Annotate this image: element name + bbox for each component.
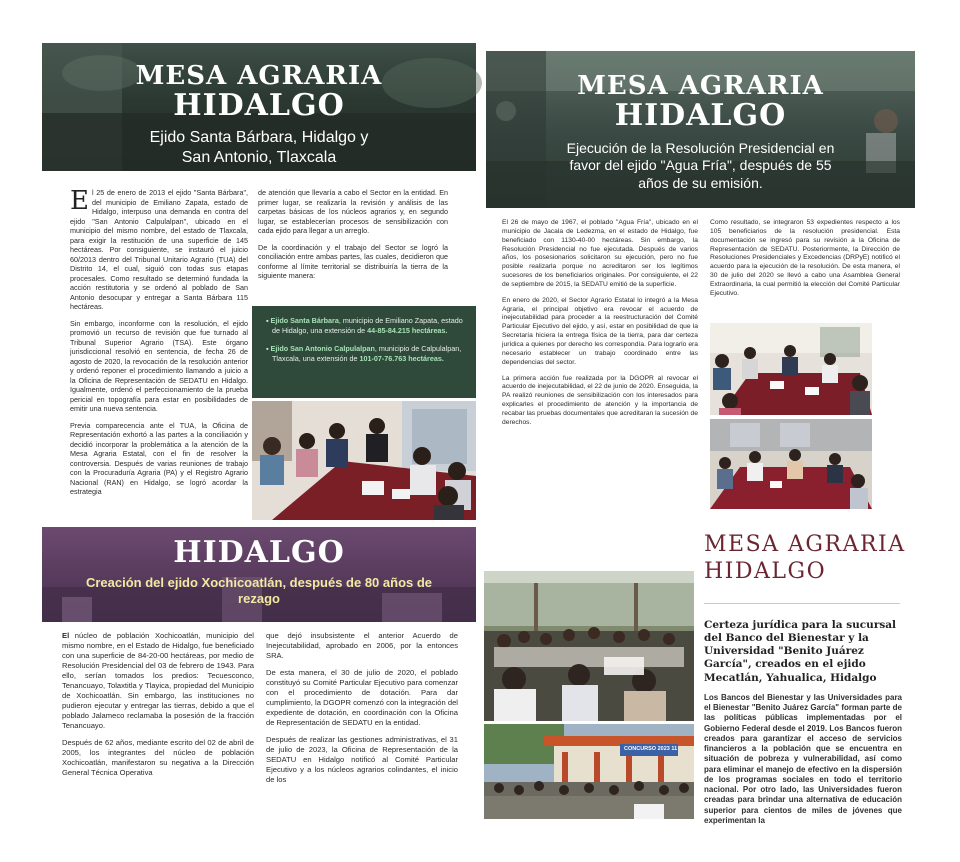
paragraph: El núcleo de población Xochicoatlán, municipio del mismo nombre, en el Estado de Hidalgo, fue beneficiado con una superficie de 84-20-00 hectáreas, por medio de Resolución Presidencial del 03 de febrero de 1943. Para ello, serían tomados los predios: Tecuesconco, Tenancuayo, Tolaxtitla y Tlayica, propiedad del Municipio de Xochicoatlán. Sin embargo, las instituciones no pudieron ejecutar y entregar las tierras, debido a que el poblado Jalameco reclamaba la posesión de la fracción Tenancuayo. [62,631,254,731]
hero-subtitle-line1: Ejecución de la Resolución Presidencial en [566,139,835,156]
article-panel-agua-fria [486,51,915,519]
paragraph: que dejó insubsistente el anterior Acuerdo de Inejecutabilidad, aprobado en 2006, por la entonces SRA. [266,631,458,661]
community-assembly-photo [484,571,694,721]
distribution-item: ▪ Ejido San Antonio Calpulalpan, municipio de Calpulalpan, Tlaxcala, una extensión de 101-07-76.763 hectáreas. [266,344,462,364]
meeting-photo [252,401,476,520]
article-title-line2: HIDALGO [704,559,827,584]
paragraph: El 25 de enero de 2013 el ejido "Santa Bárbara", del municipio de Emiliano Zapata, estado de Hidalgo, interpuso una demanda en contra del ejido "San Antonio Calpulalpan", ubicado en el municipio del mismo nombre, del estado de Tlaxcala, para exigir la restitución de una superficie de 145 hectáreas. Por consiguiente, se instauró el juicio 60/2013 dentro del Tribunal Unitario Agrario (TUA) del Distrito 14, el cual, siguió con todas sus etapas procesales. Como resultado se determinó fundada la acción restitutoria y se ordenó al poblado de San Antonio desocupar y entregar a Santa Bárbara 115 hectáreas. [70,186,248,311]
distribution-item: ▪ Ejido Santa Bárbara, municipio de Emiliano Zapata, estado de Hidalgo, una extensión de 44-85-84.215 hectáreas. [266,316,463,335]
hero-subtitle-line2: San Antonio, Tlaxcala [181,148,337,166]
bank-building-photo [484,724,694,819]
paragraph: Sin embargo, inconforme con la resolución, el ejido promovió un recurso de revisión que fue turnado al Tribunal Superior Agrario (TSA). Este órgano jurisdiccional resolvió en sentencia, de fecha 26 de agosto de 2020, la revocación de la resolución anterior y ordenó reponer el procedimiento llamando a juicio a la Oficina de Representación de SEDATU en Hidalgo. Igualmente, ordenó el perfeccionamiento de la prueba pericial en topografía para estar en posibilidades de emitir una nueva sentencia. [70,318,248,413]
paragraph: Después de realizar las gestiones administrativas, el 31 de julio de 2023, la Oficina de Representación de la SEDATU en Hidalgo notificó al Comité Particular Ejecutivo y a los núcleos agrarios colindantes, el inicio de los [266,735,458,785]
article-title-line1: MESA AGRARIA [704,532,906,557]
hero-title-line1: MESA AGRARIA [135,61,383,91]
article-panel-xochicoatlan [42,527,476,819]
hero-subtitle-line1: Ejido Santa Bárbara, Hidalgo y [149,128,369,146]
hero-banner [42,43,476,171]
assembly-photo-2 [710,419,872,509]
paragraph: El 26 de mayo de 1967, el poblado "Agua Fría", ubicado en el municipio de Jacala de Ledezma, en el estado de Hidalgo, fue beneficiado con 1130-40-00 hectáreas. Sin embargo, la Resolución Presidencial no fue ejecutada. Después de varios años, los posesionarios solicitaron su ejecución, pero no fue posible realizarla porque no acreditaron ser los legítimos sucesores de los beneficiarios originales. Por consiguiente, el 22 de septiembre de 2015, la SEDATU emitió de la superficie. [502,219,698,288]
article-column-right [258,188,448,298]
title-divider [704,603,900,604]
article-panel-mecatlan [484,527,916,825]
article-column-left [502,219,698,515]
article-column-left [70,188,248,518]
article-column-right [710,219,900,319]
drop-cap: E [70,186,89,216]
article-heading: Certeza jurídica para la sucursal del Banco del Bienestar y la Universidad "Benito Juárez García", creados en el ejido Mecatlán, Yahualica, Hidalgo [704,619,897,684]
article-column-left [62,631,254,819]
hero-subtitle-line2: rezago [238,590,280,606]
land-distribution-box [252,306,476,398]
paragraph: De esta manera, el 30 de julio de 2020, el poblado constituyó su Comité Particular Ejecutivo para comenzar con el procedimiento de dotación. Para dar cumplimiento, la DGOPR comenzó con la integración del expediente de dotación, en coordinación con la Oficina de Representación de SEDATU en la entidad. [266,668,458,728]
paragraph: Después de 62 años, mediante escrito del 02 de abril de 2005, los integrantes del núcleo de población Xochicoatlán, manifestaron su negativa a la Dirección General Técnica Operativa [62,738,254,778]
paragraph: Como resultado, se integraron 53 expedientes respecto a los 105 beneficiarios de la resolución presidencial. Esta documentación se ingresó para su revisión a la Oficina de Representación de SEDATU. Posteriormente, la Dirección de Resoluciones Presidenciales y Excedencias (DRPyE) notificó el acuerdo para la ejecución de la resolución. De esta manera, el 30 de julio del 2020 se llevó a cabo una Asamblea General Extraordinaria, la cual permitió la elección del Comité Particular Ejecutivo. [710,219,900,297]
article-panel-santa-barbara [42,43,476,520]
assembly-photo-1 [710,323,872,415]
paragraph: De la coordinación y el trabajo del Sector se logró la conciliación entre ambas partes, las cuales, decidieron que conforme al límite territorial se distribuiría la tierra de la siguiente manera: [258,242,448,280]
hero-title-line2: HIDALGO [614,98,787,134]
hero-subtitle-line2: favor del ejido "Agua Fría", después de 55 [569,157,832,174]
hero-banner [486,51,915,208]
hero-title-line2: HIDALGO [173,88,345,124]
hero-subtitle-line1: Creación del ejido Xochicoatlán, después de 80 años de [85,574,433,590]
hero-subtitle-line3: años de su emisión. [638,174,763,191]
paragraph: En enero de 2020, el Sector Agrario Estatal lo integró a la Mesa Agraria, el principal objetivo era revocar el acuerdo de inejecutabilidad para proceder a la reestructuración del Comité Particular Ejecutivo del ejido, y así, estar en posibilidad de que la Secretaría hiciera la entrega física de la tierra, para dar certeza jurídica a quienes por derecho les correspondía. Para lograrlo era necesario establecer un trabajo coordinado entre las dependencias del sector. [502,296,698,366]
hero-title-line1: MESA AGRARIA [577,71,824,101]
hero-banner [42,527,476,622]
paragraph: de atención que llevaría a cabo el Sector en la entidad. En primer lugar, se realizaría la revisión y análisis de las carpetas básicas de los núcleos agrarios y, en segundo lugar, se establecerían procesos de sensibilización con cada ejido para llegar a un arreglo. [258,188,448,235]
article-column-right [266,631,458,819]
article-body: Los Bancos del Bienestar y las Universidades para el Bienestar "Benito Juárez García" forman parte de las políticas públicas implementadas por el Gobierno Federal desde el 2019. Los Bancos fueron creados para garantizar el acceso de servicios financieros a la población que se encuentra en situación de pobreza y vulnerabilidad, así como para eliminar el manejo de efectivo en la dispersión de los programas sociales en todo el territorio nacional. Por otro lado, las Universidades fueron creadas para brindar una alternativa de educación superior para cientos de miles de jóvenes que experimentan la [704,693,902,825]
hero-title: HIDALGO [173,535,345,570]
paragraph: Previa comparecencia ante el TUA, la Oficina de Representación exhortó a las partes a la conciliación y decidió incorporar la problemática a la atención de la Mesa Agraria Estatal, con el fin de resolver la controversia. Después de varias reuniones de trabajo con la Procuraduría Agraria (PA) y el Registro Agrario Nacional (RAN) en Hidalgo, se logró acordar la estrategia [70,420,248,496]
banner-text: CONCURSO 2023 11 [624,746,678,752]
paragraph: La primera acción fue realizada por la DGOPR al revocar el acuerdo de inejecutabilidad, el 22 de junio de 2020. Enseguida, la PA realizó reuniones de sensibilización con los interesados para explicarles el procedimiento de atención y la importancia de recabar las pruebas documentales que acreditaran la sucesión de derechos. [502,374,698,426]
